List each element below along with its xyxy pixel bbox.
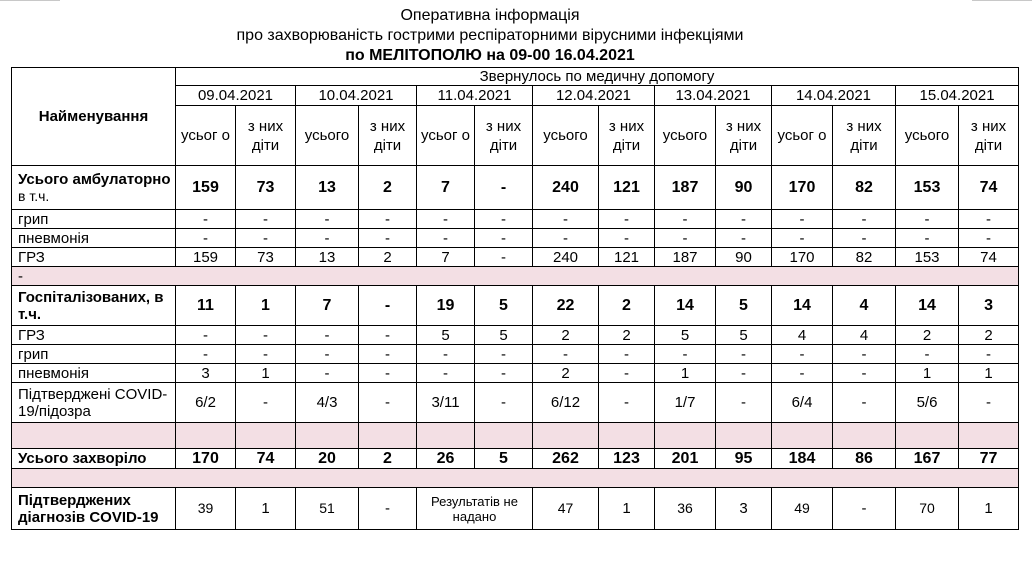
date-header: 12.04.2021 [533,86,655,106]
table-cell: - [359,488,417,530]
sub-header: з них діти [475,106,533,166]
table-row [12,364,1019,383]
table-cell: - [599,383,655,423]
row-label: грип [12,345,176,364]
table-cell: 73 [236,166,296,210]
table-cell: 170 [772,248,833,267]
table-cell: 2 [533,326,599,345]
table-cell: 4 [772,326,833,345]
table-cell: 262 [533,449,599,469]
table-cell: - [833,383,896,423]
table-cell: - [475,383,533,423]
row-label: ГРЗ [12,326,176,345]
title-line-3: по МЕЛІТОПОЛЮ на 09-00 16.04.2021 [345,47,635,64]
table-cell: 170 [772,166,833,210]
table-cell: - [417,229,475,248]
table-cell: - [533,345,599,364]
sub-header: з них діти [716,106,772,166]
row-label: пневмонія [12,229,176,248]
table-cell: 13 [296,166,359,210]
morbidity-table [11,67,1019,530]
table-cell: 121 [599,166,655,210]
table-cell: 3/11 [417,383,475,423]
sub-header: усьог о [772,106,833,166]
table-cell: 13 [296,248,359,267]
table-cell: 1 [959,364,1019,383]
sub-header: з них діти [599,106,655,166]
table-cell: - [475,248,533,267]
table-row [12,345,1019,364]
separator-cell [359,423,417,449]
results-not-provided-note: Результатів не надано [417,488,533,530]
table-cell: 159 [176,248,236,267]
sub-header: усьог о [417,106,475,166]
top-edge-mark-left [0,0,60,4]
title-line-1: Оперативна інформація [400,7,580,24]
table-cell: - [833,229,896,248]
table-cell: 170 [176,449,236,469]
table-cell: - [599,364,655,383]
table-cell: - [772,345,833,364]
table-cell: 5 [475,449,533,469]
table-row [12,326,1019,345]
table-cell: 14 [772,286,833,326]
table-cell: 22 [533,286,599,326]
table-cell: - [296,345,359,364]
table-row [12,488,1019,530]
table-row [12,229,1019,248]
table-cell: - [296,326,359,345]
table-cell: - [772,210,833,229]
table-cell: 2 [599,286,655,326]
sub-header: з них діти [359,106,417,166]
date-header: 15.04.2021 [896,86,1019,106]
table-cell: - [533,210,599,229]
table-cell: - [236,229,296,248]
separator-cell [716,423,772,449]
table-cell: - [833,488,896,530]
table-cell: 73 [236,248,296,267]
table-cell: 5 [475,326,533,345]
separator-cell [176,423,236,449]
table-cell: 6/12 [533,383,599,423]
table-cell: - [896,210,959,229]
table-cell: 1 [236,364,296,383]
table-cell: 19 [417,286,475,326]
sub-header: усьог о [176,106,236,166]
sub-header: усього [896,106,959,166]
separator-cell [533,423,599,449]
table-cell: 5/6 [896,383,959,423]
table-cell: 5 [716,326,772,345]
table-cell: 5 [475,286,533,326]
table-cell: - [896,229,959,248]
separator-row [12,267,1019,286]
separator-row [12,423,1019,449]
table-cell: - [716,383,772,423]
table-cell: 2 [359,248,417,267]
separator-cell [475,423,533,449]
table-cell: 1 [655,364,716,383]
table-cell: - [833,364,896,383]
table-cell: 47 [533,488,599,530]
table-cell: 184 [772,449,833,469]
table-cell: - [417,364,475,383]
table-cell: 14 [896,286,959,326]
table-row [12,166,1019,210]
table-cell: - [896,345,959,364]
row-label: Госпіталізованих, в т.ч. [12,286,176,326]
row-label: Усього амбулаторно в т.ч. [12,166,176,210]
table-cell: 74 [959,166,1019,210]
table-cell: 86 [833,449,896,469]
table-cell: - [236,383,296,423]
table-cell: 240 [533,248,599,267]
separator-cell [655,423,716,449]
table-cell: 77 [959,449,1019,469]
table-cell: 5 [716,286,772,326]
table-cell: 49 [772,488,833,530]
table-cell: 153 [896,248,959,267]
table-cell: - [599,229,655,248]
table-cell: 51 [296,488,359,530]
table-cell: - [236,210,296,229]
table-cell: 74 [236,449,296,469]
table-cell: 1 [599,488,655,530]
table-cell: 3 [716,488,772,530]
table-cell: - [296,229,359,248]
sub-header: з них діти [959,106,1019,166]
table-cell: - [359,286,417,326]
separator-cell [599,423,655,449]
table-cell: - [475,345,533,364]
table-cell: - [655,210,716,229]
table-cell: 2 [959,326,1019,345]
table-cell: 20 [296,449,359,469]
table-cell: 7 [417,166,475,210]
row-label: Підтверджених діагнозів COVID-19 [12,488,176,530]
table-cell: 4/3 [296,383,359,423]
table-cell: 5 [655,326,716,345]
date-header: 10.04.2021 [296,86,417,106]
table-cell: - [296,364,359,383]
date-header: 13.04.2021 [655,86,772,106]
table-cell: 3 [176,364,236,383]
table-cell: 6/2 [176,383,236,423]
table-cell: - [833,345,896,364]
report-title [0,6,980,66]
table-cell: - [716,345,772,364]
sub-header: усього [655,106,716,166]
table-cell: 4 [833,326,896,345]
table-cell: 240 [533,166,599,210]
table-cell: 187 [655,166,716,210]
table-cell: 121 [599,248,655,267]
table-cell: - [359,364,417,383]
separator-cell [772,423,833,449]
table-cell: - [236,326,296,345]
table-cell: - [176,326,236,345]
table-cell: 26 [417,449,475,469]
table-cell: 11 [176,286,236,326]
sub-header: з них діти [833,106,896,166]
table-cell: 90 [716,166,772,210]
table-cell: 2 [896,326,959,345]
separator-cell [296,423,359,449]
table-cell: 201 [655,449,716,469]
table-cell: 187 [655,248,716,267]
table-cell: - [772,364,833,383]
table-cell: 1 [236,286,296,326]
table-cell: - [359,229,417,248]
date-header: 11.04.2021 [417,86,533,106]
table-cell: 1/7 [655,383,716,423]
table-cell: - [716,210,772,229]
table-cell: - [296,210,359,229]
table-cell: - [475,229,533,248]
separator-cell [896,423,959,449]
table-cell: 82 [833,166,896,210]
table-cell: 14 [655,286,716,326]
table-cell: - [236,345,296,364]
separator-cell [12,469,1019,488]
table-cell: 167 [896,449,959,469]
table-cell: - [772,229,833,248]
separator-cell [12,423,176,449]
group-header: Звернулось по медичну допомогу [176,68,1019,86]
table-cell: 7 [417,248,475,267]
table-row [12,210,1019,229]
table-cell: - [599,345,655,364]
table-cell: 3 [959,286,1019,326]
sub-header: усього [296,106,359,166]
row-label: пневмонія [12,364,176,383]
table-cell: 95 [716,449,772,469]
separator-label: - [12,267,1019,286]
table-cell: 90 [716,248,772,267]
table-cell: 36 [655,488,716,530]
table-cell: - [655,229,716,248]
table-cell: - [176,229,236,248]
table-cell: 1 [236,488,296,530]
table-cell: - [417,345,475,364]
table-cell: 5 [417,326,475,345]
table-cell: - [959,345,1019,364]
title-line-2: про захворюваність гострими респіраторними вірусними інфекціями [236,27,744,44]
table-cell: - [359,326,417,345]
table-cell: 2 [359,449,417,469]
date-header: 14.04.2021 [772,86,896,106]
table-cell: - [176,210,236,229]
sub-header: з них діти [236,106,296,166]
table-row [12,286,1019,326]
row-label: грип [12,210,176,229]
separator-row [12,469,1019,488]
table-cell: - [417,210,475,229]
table-cell: 39 [176,488,236,530]
table-cell: - [359,210,417,229]
row-label: Усього захворіло [12,449,176,469]
separator-cell [236,423,296,449]
table-cell: 2 [359,166,417,210]
table-cell: - [833,210,896,229]
table-cell: 74 [959,248,1019,267]
table-cell: 1 [896,364,959,383]
table-cell: 2 [599,326,655,345]
table-cell: - [655,345,716,364]
separator-cell [417,423,475,449]
table-cell: - [959,229,1019,248]
table-cell: - [533,229,599,248]
table-cell: 159 [176,166,236,210]
table-cell: - [959,383,1019,423]
table-cell: 4 [833,286,896,326]
table-cell: - [599,210,655,229]
table-cell: - [176,345,236,364]
table-cell: 7 [296,286,359,326]
table-cell: - [716,364,772,383]
table-cell: - [475,166,533,210]
table-cell: 6/4 [772,383,833,423]
table-cell: 123 [599,449,655,469]
table-cell: - [475,210,533,229]
name-header: Найменування [12,68,176,166]
table-row [12,383,1019,423]
table-cell: 70 [896,488,959,530]
top-edge-mark-right [972,0,1032,4]
table-cell: - [359,383,417,423]
row-label: Підтверджені COVID-19/підозра [12,383,176,423]
table-cell: - [716,229,772,248]
separator-cell [959,423,1019,449]
table-cell: 2 [533,364,599,383]
table-cell: - [959,210,1019,229]
table-cell: - [359,345,417,364]
sub-header: усього [533,106,599,166]
row-label: ГРЗ [12,248,176,267]
table-cell: 82 [833,248,896,267]
table-row [12,449,1019,469]
table-cell: - [475,364,533,383]
table-cell: 153 [896,166,959,210]
table-cell: 1 [959,488,1019,530]
date-header: 09.04.2021 [176,86,296,106]
table-row [12,248,1019,267]
separator-cell [833,423,896,449]
